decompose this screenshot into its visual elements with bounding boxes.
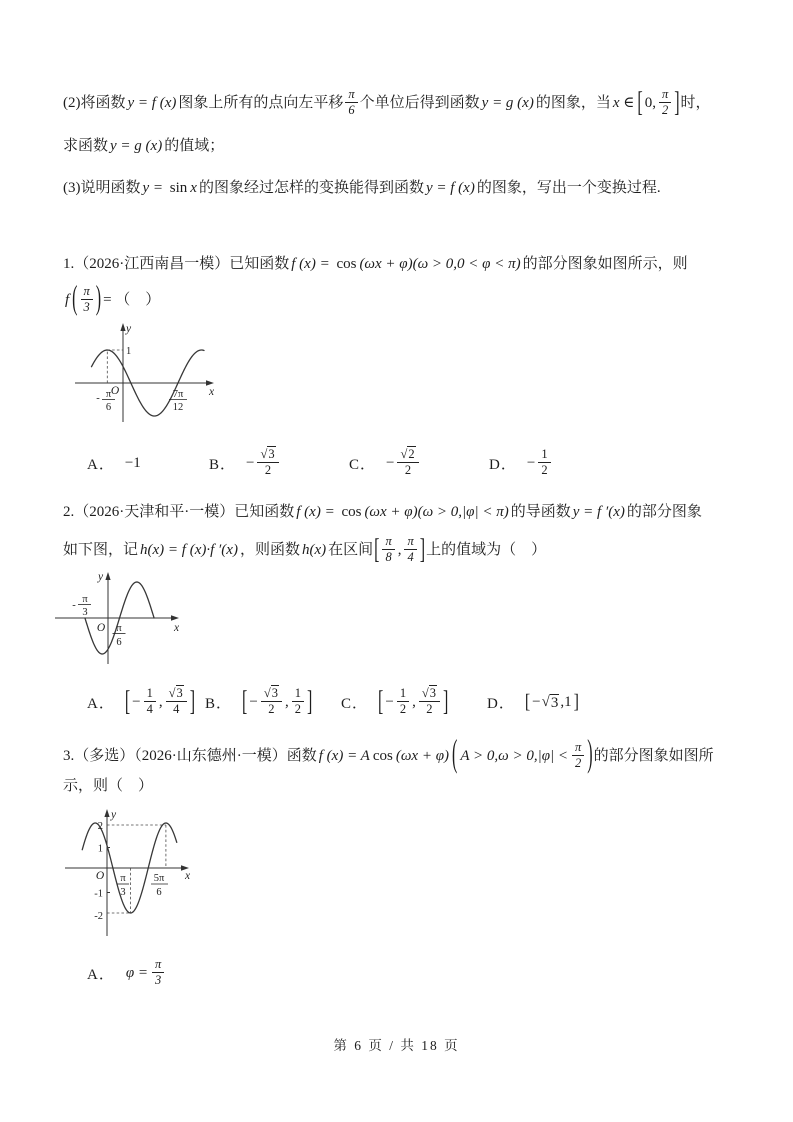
fraction-numerator xyxy=(261,687,282,702)
x-tick-num: π xyxy=(82,593,88,605)
left-paren: ( xyxy=(452,734,458,776)
text-run: 的部分图象 xyxy=(626,504,702,521)
minus-sign: - xyxy=(72,599,76,611)
fraction-numerator: π xyxy=(81,285,93,300)
q2-option-d xyxy=(487,692,580,713)
fraction-denominator: 2 xyxy=(404,462,412,477)
fraction-pi-over-6 xyxy=(345,88,357,117)
fraction-denominator: 2 xyxy=(426,702,433,717)
q3-function-graph xyxy=(63,805,741,945)
fraction-1-over-2 xyxy=(292,687,304,716)
text-run: 个单位后得到函数 xyxy=(359,95,480,111)
q2-options xyxy=(87,677,741,729)
math-run: h(x) xyxy=(301,542,327,559)
x-tick-den: 6 xyxy=(105,402,112,414)
radical-sign: √ xyxy=(541,694,550,711)
fraction-denominator: 2 xyxy=(264,462,272,477)
q3-stem xyxy=(63,734,741,776)
x-axis-label: x xyxy=(209,386,215,399)
q2-option-b xyxy=(205,688,341,717)
radical-sign: √ xyxy=(168,686,176,701)
option-label: D． xyxy=(489,456,517,473)
option-label: B． xyxy=(209,456,237,473)
option-label: B． xyxy=(205,696,233,713)
radicand: 3 xyxy=(268,446,275,461)
interval-lower: 0, xyxy=(644,95,656,111)
text-run: 时， xyxy=(680,95,711,111)
math-run: φ = xyxy=(125,964,149,981)
math-func: cos xyxy=(372,747,393,764)
option-label: C． xyxy=(341,696,369,713)
text-run: 如下图，记 xyxy=(63,542,139,559)
fraction-denominator: 2 xyxy=(541,462,548,477)
y-tick-neg1: -1 xyxy=(94,888,103,900)
text-run: 的图象，写出一个变换过程. xyxy=(476,179,661,196)
text-run: (3)说明函数 xyxy=(63,179,141,196)
y-tick-2: 2 xyxy=(97,821,103,833)
q1-option-a xyxy=(87,453,209,474)
left-bracket: [ xyxy=(124,686,131,717)
q2-graph-svg xyxy=(55,568,185,668)
text-run: 的部分图象如图所 xyxy=(593,747,714,764)
fraction-denominator: 2 xyxy=(294,702,301,717)
fraction-numerator: π xyxy=(382,535,394,550)
x-tick-num: 5π xyxy=(153,873,165,885)
math-run: f (x) = xyxy=(291,255,334,272)
fraction-1-over-2 xyxy=(538,448,550,477)
y-tick-1: 1 xyxy=(126,346,132,358)
q3-stem2 xyxy=(63,771,741,801)
fraction-pi-over-3 xyxy=(152,958,164,987)
x-tick-num: π xyxy=(116,622,122,634)
q2-stem2 xyxy=(63,535,741,566)
math-run: f (x) = xyxy=(296,504,339,521)
fraction-sqrt3-over-2 xyxy=(257,448,278,477)
math-run: (ωx + φ) xyxy=(395,747,450,764)
right-paren: ) xyxy=(587,734,593,776)
minus-sign: − xyxy=(386,454,395,471)
fraction-numerator xyxy=(166,687,187,702)
option-value: ,1 xyxy=(560,694,572,711)
text-run: 2.（2026·天津和平·一模）已知函数 xyxy=(63,504,295,521)
fraction-denominator: 4 xyxy=(173,702,180,717)
right-bracket: ] xyxy=(674,87,680,118)
math-run: y = g (x) xyxy=(110,137,163,154)
minus-sign: − xyxy=(132,694,141,711)
fraction-sqrt3-over-2 xyxy=(419,687,440,716)
x-axis-label: x xyxy=(185,870,191,883)
fraction-denominator: 6 xyxy=(348,103,355,118)
problem-part2-line2 xyxy=(63,131,741,161)
math-run: y = f (x) xyxy=(425,179,475,196)
comma: , xyxy=(412,694,416,711)
fraction-numerator: π xyxy=(404,535,416,550)
fraction-sqrt2-over-2 xyxy=(397,448,418,477)
option-label: C． xyxy=(349,456,377,473)
fraction-denominator: 4 xyxy=(407,550,414,565)
radical-sign: √ xyxy=(263,686,271,701)
text-run: 在区间 xyxy=(328,542,374,559)
q1-option-c xyxy=(349,446,489,478)
q2-derivative-graph xyxy=(55,568,741,673)
math-run: y = f (x) xyxy=(127,95,177,111)
minus-sign: − xyxy=(385,694,394,711)
minus-sign: − xyxy=(532,694,541,711)
minus-sign: − xyxy=(246,454,255,471)
text-run: (2)将函数 xyxy=(63,95,126,111)
minus-sign: − xyxy=(526,454,536,471)
fraction-pi-over-2 xyxy=(572,741,584,770)
page-footer: 第 6 页 / 共 18 页 xyxy=(333,1038,460,1053)
left-bracket: [ xyxy=(242,686,248,717)
fraction-numerator xyxy=(397,448,418,463)
math-func: cos xyxy=(341,504,362,521)
right-paren: ) xyxy=(95,281,102,317)
x-tick-num: 7π xyxy=(172,389,184,401)
math-run: f (x) = A xyxy=(318,747,370,764)
left-paren: ( xyxy=(72,281,78,317)
q1-stem xyxy=(63,249,741,279)
x-tick-den: 6 xyxy=(116,636,122,648)
fraction-1-over-2 xyxy=(397,687,409,716)
x-tick-den: 3 xyxy=(120,887,126,899)
fraction-pi-over-8 xyxy=(382,535,394,564)
math-func: sin xyxy=(169,179,188,196)
text-run: 1.（2026·江西南昌一模）已知函数 xyxy=(63,255,290,272)
right-bracket: ] xyxy=(189,686,196,717)
right-bracket: ] xyxy=(306,686,313,717)
math-run: h(x) = f (x)·f ′(x) xyxy=(140,542,238,559)
math-run: A > 0,ω > 0,|φ| < xyxy=(460,747,568,764)
fraction-denominator: 4 xyxy=(146,702,153,717)
math-run: x xyxy=(190,179,197,196)
radical-sign: √ xyxy=(400,446,408,461)
text-run: 的图象，当 xyxy=(535,95,611,111)
y-axis-arrow-icon xyxy=(105,572,110,580)
text-run: ，则函数 xyxy=(239,542,300,559)
q1-option-b xyxy=(209,446,349,478)
fraction-pi-over-3 xyxy=(81,285,93,314)
left-bracket: [ xyxy=(637,87,643,118)
option-label: D． xyxy=(487,696,515,713)
problem-part2-line1 xyxy=(63,88,741,119)
comma: , xyxy=(158,694,163,711)
fraction-numerator: 1 xyxy=(144,687,156,702)
x-tick-num: π xyxy=(105,389,112,401)
math-run: = （ ） xyxy=(103,291,161,308)
text-run: 3.（多选）（2026·山东德州·一模）函数 xyxy=(63,747,317,764)
left-bracket: [ xyxy=(524,691,531,713)
q2-stem xyxy=(63,497,741,527)
q3-graph-svg xyxy=(63,805,203,940)
math-run: y = xyxy=(142,179,167,196)
q2-option-c xyxy=(341,688,487,717)
x-tick-num: π xyxy=(120,873,126,885)
radicand: 3 xyxy=(271,686,278,701)
fraction-numerator xyxy=(419,687,440,702)
fraction-numerator: π xyxy=(572,741,584,756)
y-axis-label: y xyxy=(126,323,132,336)
right-bracket: ] xyxy=(442,686,449,717)
fraction-denominator: 2 xyxy=(399,702,407,717)
q2-option-a xyxy=(87,688,205,717)
text-run: 求函数 xyxy=(63,137,109,154)
x-axis-arrow-icon xyxy=(206,380,214,385)
text-run: 的值域； xyxy=(164,137,225,154)
origin-label: O xyxy=(110,385,120,398)
q1-stem2 xyxy=(63,281,741,317)
option-label: A． xyxy=(87,696,115,713)
minus-sign: - xyxy=(96,393,100,405)
fraction-numerator xyxy=(257,448,278,463)
radicand: 3 xyxy=(550,694,559,711)
fraction-denominator: 3 xyxy=(83,299,90,314)
fraction-1-over-4 xyxy=(144,687,156,716)
math-func: cos xyxy=(336,255,357,272)
option-label: A． xyxy=(87,966,115,983)
math-run: y = f ′(x) xyxy=(572,504,625,521)
option-label: A． xyxy=(87,456,115,473)
fraction-sqrt3-over-4 xyxy=(166,687,187,716)
radicand: 2 xyxy=(408,446,415,461)
radical-sign: √ xyxy=(260,446,268,461)
text-run: 示，则（ ） xyxy=(63,778,154,795)
fraction-sqrt3-over-2 xyxy=(261,687,282,716)
fraction-denominator: 2 xyxy=(661,103,669,118)
text-run: 的图象经过怎样的变换能得到函数 xyxy=(198,179,424,196)
right-bracket: ] xyxy=(419,534,426,565)
math-run: (ωx + φ)(ω > 0,0 < φ < π) xyxy=(359,255,521,272)
x-axis-label: x xyxy=(174,621,180,634)
origin-label: O xyxy=(96,621,106,634)
fraction-numerator: 1 xyxy=(292,687,304,702)
comma: , xyxy=(284,694,289,711)
radicand: 3 xyxy=(429,686,436,701)
fraction-denominator: 2 xyxy=(575,755,582,770)
q3-option-a-row xyxy=(87,949,741,997)
left-bracket: [ xyxy=(378,686,384,717)
math-run: (ωx + φ)(ω > 0,|φ| < π) xyxy=(364,504,509,521)
origin-label: O xyxy=(95,870,105,883)
option-value: −1 xyxy=(124,454,141,471)
y-axis-label: y xyxy=(111,809,117,822)
fraction-numerator: 1 xyxy=(538,448,550,463)
math-run: x ∈ xyxy=(612,95,635,111)
q1-options xyxy=(87,439,741,487)
math-run: f xyxy=(65,291,70,308)
q1-option-d xyxy=(489,446,553,478)
fraction-pi-over-4 xyxy=(404,535,416,564)
text-run: 的部分图象如图所示，则 xyxy=(522,255,688,272)
x-tick-den: 3 xyxy=(82,606,88,618)
fraction-denominator: 2 xyxy=(268,702,275,717)
left-bracket: [ xyxy=(374,534,380,565)
q1-function-graph xyxy=(75,319,741,431)
x-tick-den: 6 xyxy=(156,887,162,899)
x-axis-arrow-icon xyxy=(171,615,179,620)
x-tick-den: 12 xyxy=(172,402,184,414)
fraction-denominator: 3 xyxy=(155,972,162,987)
y-tick-1: 1 xyxy=(97,843,103,855)
fraction-numerator: π xyxy=(345,88,357,103)
y-axis-label: y xyxy=(98,570,104,583)
math-run: y = g (x) xyxy=(481,95,534,111)
text-run: 图象上所有的点向左平移 xyxy=(178,95,344,111)
minus-sign: − xyxy=(249,694,258,711)
y-tick-neg2: -2 xyxy=(94,911,103,923)
right-bracket: ] xyxy=(573,691,579,713)
radicand: 3 xyxy=(176,686,183,701)
q1-graph-svg xyxy=(75,319,220,426)
fraction-pi-over-2 xyxy=(659,88,671,117)
fraction-denominator: 8 xyxy=(385,550,392,565)
y-axis-arrow-icon xyxy=(104,809,109,817)
fraction-numerator: π xyxy=(659,88,671,103)
fraction-numerator: 1 xyxy=(397,687,409,702)
text-run: 上的值域为（ ） xyxy=(426,542,547,559)
y-axis-arrow-icon xyxy=(120,323,125,331)
fraction-numerator: π xyxy=(152,958,164,973)
q3-option-a xyxy=(87,956,166,988)
problem-part3-line xyxy=(63,173,741,203)
radical-sign: √ xyxy=(421,686,429,701)
comma: , xyxy=(397,542,402,559)
text-run: 的导函数 xyxy=(510,504,571,521)
